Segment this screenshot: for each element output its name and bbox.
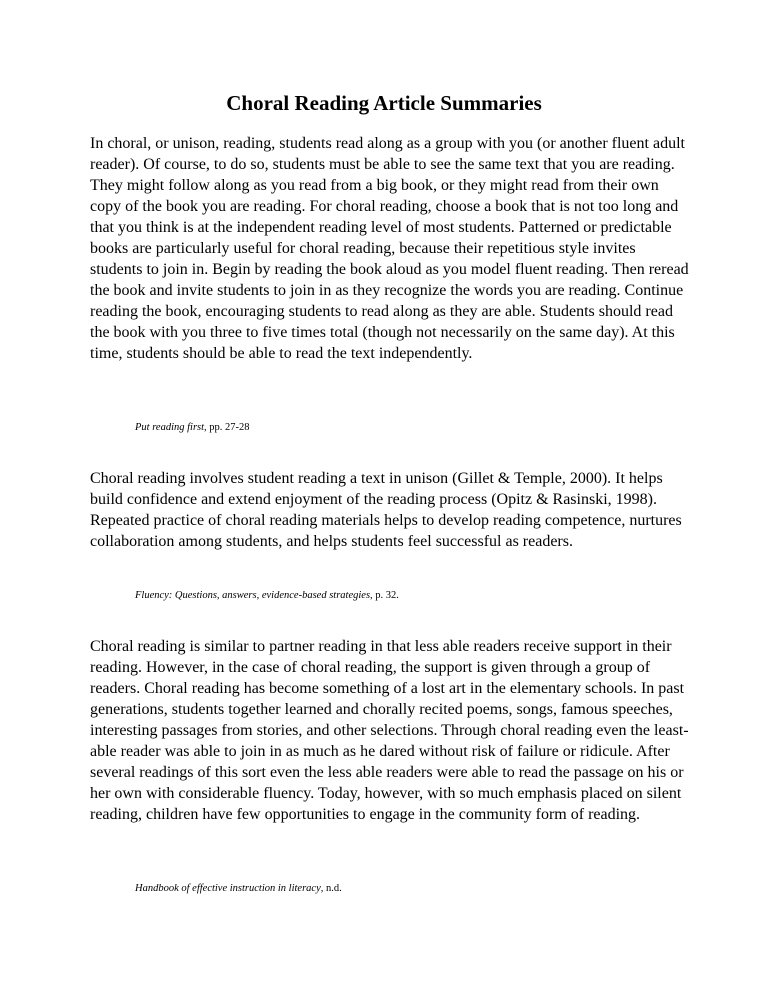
citation-2-title: Fluency: Questions, answers, evidence-based strategies [135, 590, 371, 601]
citation-3-title: Handbook of effective instruction in literacy [135, 883, 321, 894]
citation-1-pages: , pp. 27-28 [204, 422, 250, 433]
citation-1-title: Put reading first [135, 422, 205, 433]
page-title: Choral Reading Article Summaries [226, 91, 542, 115]
citation-3-pages: , n.d. [320, 883, 342, 894]
summary-paragraph-2: Choral reading involves student reading a text in unison (Gillet & Temple, 2000). It helps build confidence and extend enjoyment of the reading process (Opitz & Rasinski, 1998). Repeated practice of choral reading materials helps to develop reading competence, nurtures collaboration among students, and helps students feel successful as readers. [90, 470, 682, 550]
citation-1 [135, 421, 695, 435]
summary-paragraph-1: In choral, or unison, reading, students read along as a group with you (or another fluent adult reader). Of course, to do so, students must be able to see the same text that you are reading. They might follow along as you read from a big book, or they might read from their own copy of the book you are reading. For choral reading, choose a book that is not too long and that you think is at the independent reading level of most students. Patterned or predictable books are particularly useful for choral reading, because their repetitious style invites students to join in. Begin by reading the book aloud as you model fluent reading. Then reread the book and invite students to join in as they recognize the words you are reading. Continue reading the book, encouraging students to read along as they are able. Students should read the book with you three to five times total (though not necessarily on the same day). At this time, students should be able to read the text independently. [90, 135, 689, 362]
citation-2 [135, 589, 695, 603]
citation-2-pages: , p. 32. [370, 590, 399, 601]
summary-paragraph-3: Choral reading is similar to partner reading in that less able readers receive support in their reading. However, in the case of choral reading, the support is given through a group of readers. Choral reading has become something of a lost art in the elementary schools. In past generations, students together learned and chorally recited poems, songs, famous speeches, interesting passages from stories, and other selections. Through choral reading even the least-able reader was able to join in as much as he dared without risk of failure or ridicule. After several readings of this sort even the less able readers were able to read the passage on his or her own with considerable fluency. Today, however, with so much emphasis placed on silent reading, children have few opportunities to engage in the community form of reading. [90, 638, 689, 823]
citation-3 [135, 882, 695, 896]
